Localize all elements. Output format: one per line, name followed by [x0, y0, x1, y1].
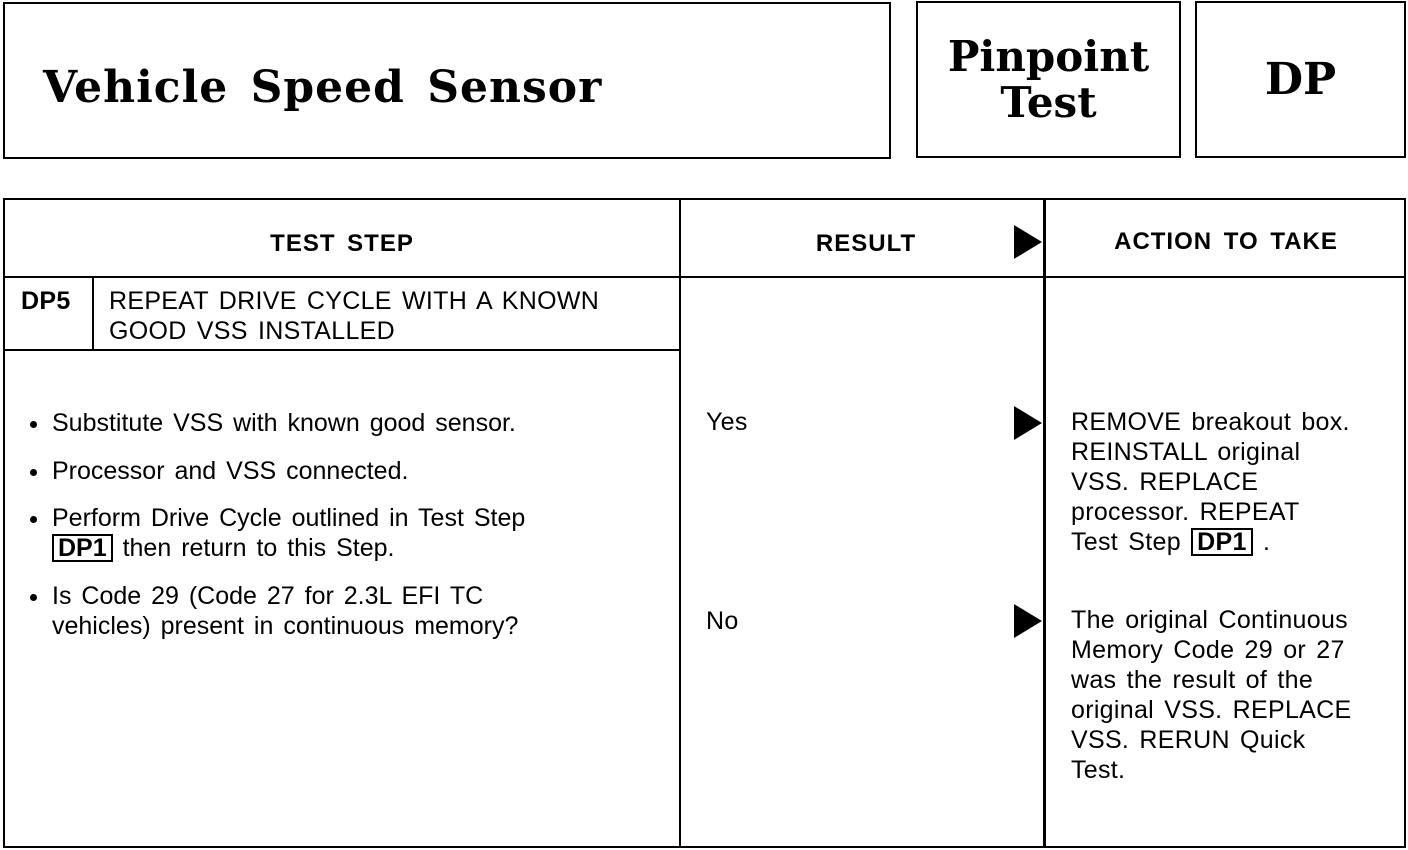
bullet-dot-icon: [30, 594, 37, 601]
action-no-line2: Memory Code 29 or 27: [1071, 636, 1345, 664]
result-no: No: [706, 607, 739, 635]
bullet-text-line1: Perform Drive Cycle outlined in Test Step: [52, 504, 526, 532]
result-yes: Yes: [706, 408, 748, 436]
header-arrow-icon: [1014, 225, 1042, 259]
pinpoint-table: [3, 198, 1406, 848]
header-divider: [5, 276, 1404, 278]
bullet-processor: [52, 456, 408, 486]
action-yes: [1071, 407, 1350, 557]
bullet-dot-icon: [30, 469, 37, 476]
step-title-line2: GOOD VSS INSTALLED: [109, 317, 396, 345]
divider-result: [679, 200, 681, 846]
pinpoint-label-line2: Test: [1000, 77, 1097, 127]
header-test-step: TEST STEP: [270, 230, 414, 257]
step-reference-dp1[interactable]: DP1: [1191, 528, 1253, 556]
action-yes-line3: VSS. REPLACE: [1071, 468, 1259, 496]
step-id: DP5: [21, 287, 71, 315]
result-no-arrow-icon: [1014, 604, 1042, 638]
header-action: ACTION TO TAKE: [1114, 228, 1338, 255]
result-yes-arrow-icon: [1014, 406, 1042, 440]
bullet-drive-cycle: [52, 503, 525, 563]
bullet-text: Processor and VSS connected.: [52, 457, 409, 485]
action-yes-line4: processor. REPEAT: [1071, 498, 1300, 526]
step-title-line1: REPEAT DRIVE CYCLE WITH A KNOWN: [109, 287, 600, 315]
bullet-text-line2: [52, 533, 525, 563]
action-no-line6: Test.: [1071, 756, 1126, 784]
page-title: Vehicle Speed Sensor: [43, 62, 603, 113]
action-no-line3: was the result of the: [1071, 666, 1314, 694]
divider-action: [1043, 200, 1046, 846]
action-yes-text: Test Step: [1071, 528, 1192, 556]
action-yes-line2: REINSTALL original: [1071, 438, 1301, 466]
title-box: [3, 2, 891, 159]
step-id-divider: [92, 277, 94, 350]
bullet-substitute: [52, 408, 516, 438]
action-no: [1071, 605, 1351, 785]
action-yes-line5: [1071, 527, 1350, 557]
bullet-text: Substitute VSS with known good sensor.: [52, 409, 516, 437]
action-no-line4: original VSS. REPLACE: [1071, 696, 1352, 724]
bullet-text-rest: then return to this Step.: [112, 534, 395, 562]
action-no-line1: The original Continuous: [1071, 606, 1348, 634]
bullet-text-line2: vehicles) present in continuous memory?: [52, 612, 519, 640]
action-no-line5: VSS. RERUN Quick: [1071, 726, 1306, 754]
bullet-text-line1: Is Code 29 (Code 27 for 2.3L EFI TC: [52, 582, 484, 610]
action-yes-line1: REMOVE breakout box.: [1071, 408, 1350, 436]
bullet-question: [52, 581, 518, 641]
bullet-dot-icon: [30, 421, 37, 428]
header-result: RESULT: [815, 230, 917, 257]
test-code: DP: [1264, 54, 1337, 105]
step-title-divider: [5, 349, 679, 351]
step-reference-dp1[interactable]: DP1: [52, 534, 113, 562]
pinpoint-test-box: [916, 1, 1181, 158]
pinpoint-label-line1: Pinpoint: [947, 31, 1150, 81]
action-yes-tail: .: [1252, 528, 1271, 556]
bullet-dot-icon: [30, 516, 37, 523]
test-code-box: [1195, 1, 1406, 158]
